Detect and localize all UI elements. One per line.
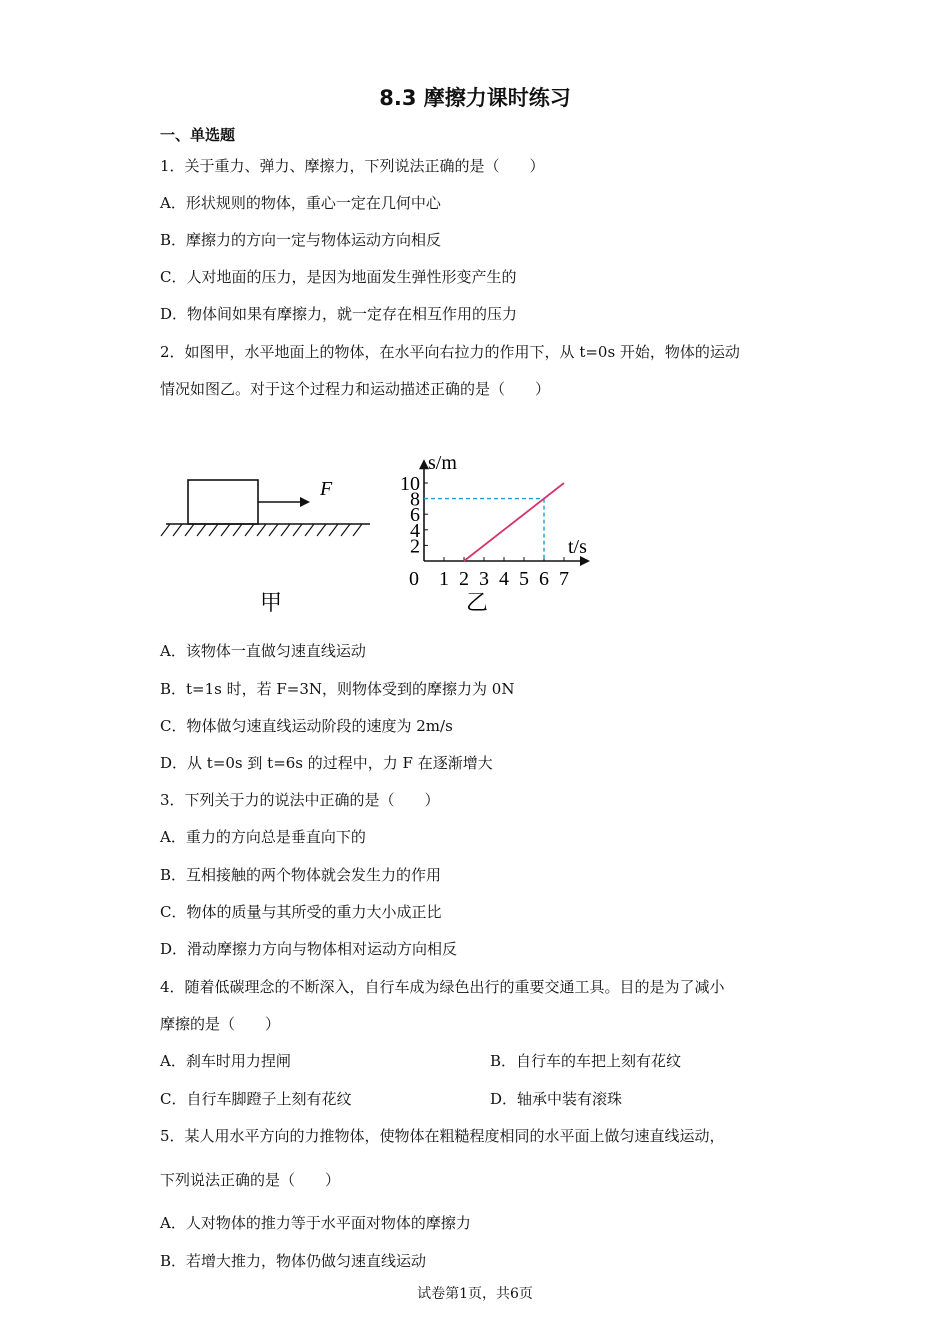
x-tick-label: 7 bbox=[559, 568, 569, 590]
block bbox=[188, 480, 258, 524]
x-tick-label: 6 bbox=[539, 568, 549, 590]
figure-yi-caption: 乙 bbox=[466, 590, 489, 615]
x-tick-label: 3 bbox=[479, 568, 489, 590]
q4-stem-line1: 4．随着低碳理念的不断深入，自行车成为绿色出行的重要交通工具。目的是为了减小 bbox=[160, 978, 725, 996]
figure-yi-chart bbox=[380, 420, 620, 620]
q5-option-b: B．若增大推力，物体仍做匀速直线运动 bbox=[160, 1252, 427, 1270]
x-tick-label: 2 bbox=[459, 568, 469, 590]
q2-option-c: C．物体做匀速直线运动阶段的速度为 2m/s bbox=[160, 717, 453, 735]
q3-option-b: B．互相接触的两个物体就会发生力的作用 bbox=[160, 866, 442, 884]
hatch-mark bbox=[161, 524, 170, 536]
force-arrow-head bbox=[300, 497, 310, 507]
figure-jia bbox=[160, 470, 380, 620]
q3-option-d: D．滑动摩擦力方向与物体相对运动方向相反 bbox=[160, 940, 458, 958]
ground-hatching bbox=[161, 524, 362, 536]
q4-option-b: B．自行车的车把上刻有花纹 bbox=[490, 1052, 682, 1070]
y-tick-label: 4 bbox=[410, 519, 420, 542]
figure-jia-caption: 甲 bbox=[260, 590, 283, 615]
hatch-mark bbox=[341, 524, 350, 536]
y-axis-label: s/m bbox=[428, 452, 457, 475]
q4-option-c: C．自行车脚蹬子上刻有花纹 bbox=[160, 1090, 352, 1108]
hatch-mark bbox=[221, 524, 230, 536]
q1-option-d: D．物体间如果有摩擦力，就一定存在相互作用的压力 bbox=[160, 305, 518, 323]
q5-option-a: A．人对物体的推力等于水平面对物体的摩擦力 bbox=[160, 1214, 471, 1232]
x-axis-label: t/s bbox=[568, 536, 587, 558]
q2-option-d: D．从 t=0s 到 t=6s 的过程中，力 F 在逐渐增大 bbox=[160, 754, 493, 772]
q3-option-a: A．重力的方向总是垂直向下的 bbox=[160, 828, 366, 846]
y-tick-label: 2 bbox=[410, 535, 420, 558]
y-tick-label: 8 bbox=[410, 488, 420, 511]
q1-option-b: B．摩擦力的方向一定与物体运动方向相反 bbox=[160, 231, 442, 249]
x-tick-label: 5 bbox=[519, 568, 529, 590]
force-label: F bbox=[320, 478, 333, 500]
hatch-mark bbox=[197, 524, 206, 536]
q5-stem-line2: 下列说法正确的是（ ） bbox=[160, 1171, 341, 1189]
hatch-mark bbox=[353, 524, 362, 536]
y-tick-label: 10 bbox=[400, 473, 420, 495]
q1-option-c: C．人对地面的压力，是因为地面发生弹性形变产生的 bbox=[160, 268, 517, 286]
hatch-mark bbox=[329, 524, 338, 536]
q4-option-a: A．刹车时用力捏闸 bbox=[160, 1052, 291, 1070]
q2-stem-line2: 情况如图乙。对于这个过程力和运动描述正确的是（ ） bbox=[160, 380, 551, 398]
q4-stem-line2: 摩擦的是（ ） bbox=[160, 1015, 281, 1033]
x-tick-label: 0 bbox=[409, 568, 419, 590]
q2-stem-line1: 2．如图甲，水平地面上的物体，在水平向右拉力的作用下，从 t=0s 开始，物体的运动 bbox=[160, 343, 740, 361]
hatch-mark bbox=[209, 524, 218, 536]
q1-option-a: A．形状规则的物体，重心一定在几何中心 bbox=[160, 194, 441, 212]
q2-option-a: A．该物体一直做匀速直线运动 bbox=[160, 642, 366, 660]
hatch-mark bbox=[293, 524, 302, 536]
y-tick-label: 6 bbox=[410, 504, 420, 527]
q3-option-c: C．物体的质量与其所受的重力大小成正比 bbox=[160, 903, 442, 921]
section-heading: 一、单选题 bbox=[160, 126, 236, 144]
q5-stem-line1: 5．某人用水平方向的力推物体，使物体在粗糙程度相同的水平面上做匀速直线运动， bbox=[160, 1127, 725, 1145]
hatch-mark bbox=[305, 524, 314, 536]
hatch-mark bbox=[281, 524, 290, 536]
q3-stem: 3．下列关于力的说法中正确的是（ ） bbox=[160, 791, 440, 809]
x-tick-label: 1 bbox=[439, 568, 449, 590]
q2-option-b: B．t=1s 时，若 F=3N，则物体受到的摩擦力为 0N bbox=[160, 680, 515, 698]
q1-stem: 1．关于重力、弹力、摩擦力，下列说法正确的是（ ） bbox=[160, 157, 545, 175]
hatch-mark bbox=[317, 524, 326, 536]
x-tick-label: 4 bbox=[499, 568, 509, 590]
hatch-mark bbox=[185, 524, 194, 536]
hatch-mark bbox=[257, 524, 266, 536]
q4-option-d: D．轴承中装有滚珠 bbox=[490, 1090, 623, 1108]
hatch-mark bbox=[269, 524, 278, 536]
hatch-mark bbox=[233, 524, 242, 536]
hatch-mark bbox=[245, 524, 254, 536]
series-line bbox=[464, 483, 564, 561]
page-title: 8.3 摩擦力课时练习 bbox=[379, 86, 571, 110]
hatch-mark bbox=[173, 524, 182, 536]
page-footer: 试卷第1页，共6页 bbox=[417, 1286, 533, 1302]
